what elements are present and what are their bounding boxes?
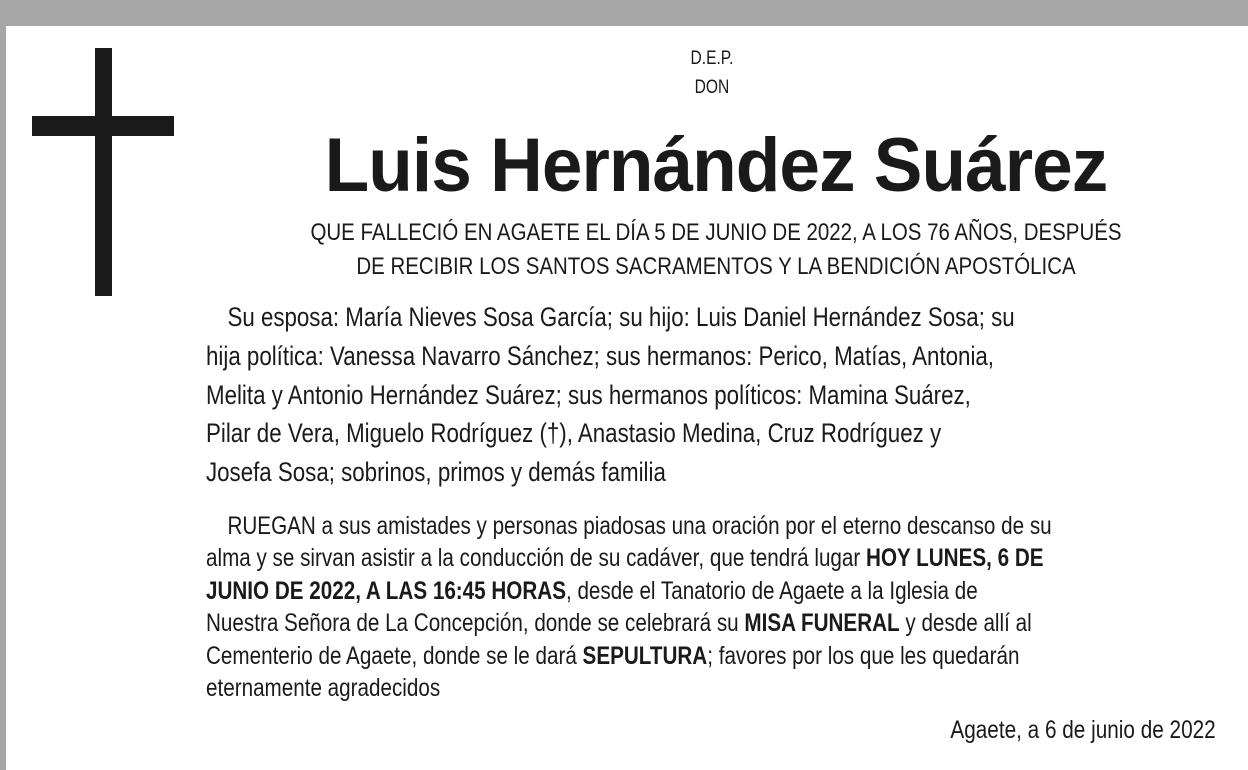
family-paragraph <box>206 298 1215 492</box>
cross-icon <box>32 48 174 296</box>
request-line: Cementerio de Agaete, donde se le dará SEPULTURA; favores por los que les quedarán <box>206 641 1020 670</box>
dep-label: D.E.P. <box>690 48 734 69</box>
family-line: Josefa Sosa; sobrinos, primos y demás familia <box>206 457 666 488</box>
don-label: DON <box>694 77 730 98</box>
death-notice-line: QUE FALLECIÓ EN AGAETE EL DÍA 5 DE JUNIO DE 2022, A LOS 76 AÑOS, DESPUÉS <box>310 219 1122 246</box>
request-line: JUNIO DE 2022, A LAS 16:45 HORAS, desde el Tanatorio de Agaete a la Iglesia de <box>206 576 978 605</box>
family-line: hija política: Vanessa Navarro Sánchez; sus hermanos: Perico, Matías, Antonia, <box>206 340 995 371</box>
request-paragraph <box>206 510 1215 704</box>
request-line: Nuestra Señora de La Concepción, donde se celebrará su MISA FUNERAL y desde allí al <box>206 609 1032 638</box>
family-line: Su esposa: María Nieves Sosa García; su hijo: Luis Daniel Hernández Sosa; su <box>227 302 1015 332</box>
deceased-name: Luis Hernández Suárez <box>324 123 1108 208</box>
burial: SEPULTURA <box>582 641 708 670</box>
death-notice-line: DE RECIBIR LOS SANTOS SACRAMENTOS Y LA BENDICIÓN APOSTÓLICA <box>356 253 1076 280</box>
obituary-card <box>6 26 1248 770</box>
funeral-mass: MISA FUNERAL <box>744 609 900 638</box>
family-line: Pilar de Vera, Miguelo Rodríguez (†), Anastasio Medina, Cruz Rodríguez y <box>206 418 942 449</box>
service-time: JUNIO DE 2022, A LAS 16:45 HORAS <box>206 576 566 605</box>
request-line: alma y se sirvan asistir a la conducción de su cadáver, que tendrá lugar HOY LUNES, 6 DE <box>206 544 1044 573</box>
request-line: RUEGAN a sus amistades y personas piadosas una oración por el eterno descanso de su <box>227 512 1052 540</box>
request-line: eternamente agradecidos <box>206 674 441 703</box>
family-line: Melita y Antonio Hernández Suárez; sus hermanos políticos: Mamina Suárez, <box>206 379 971 410</box>
place-and-date: Agaete, a 6 de junio de 2022 <box>950 716 1216 744</box>
death-notice <box>248 216 1183 284</box>
service-date: HOY LUNES, 6 DE <box>866 544 1044 573</box>
